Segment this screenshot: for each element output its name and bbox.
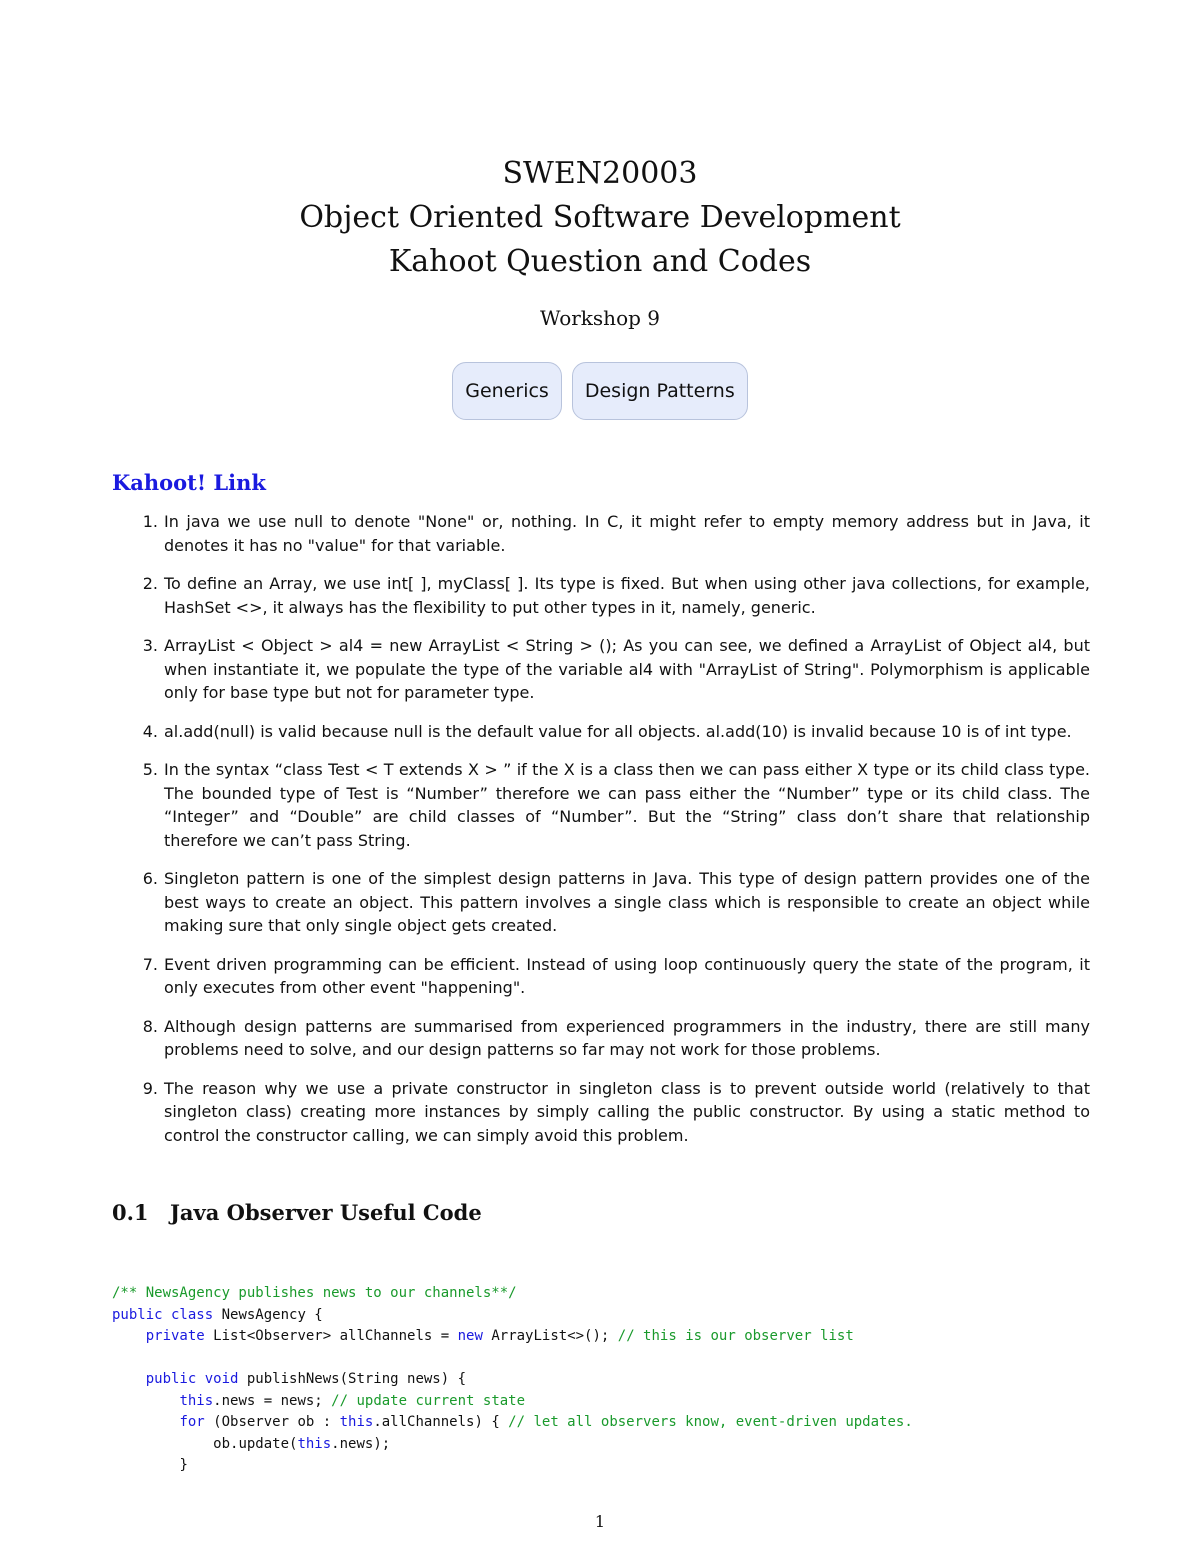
code-keyword: this [297,1435,332,1452]
code-keyword: public class [112,1306,214,1323]
item-text: The reason why we use a private constructor in singleton class is to prevent outside world (relatively to that singleton class) creating more instances by simply calling the public constructor. By using a static method to control the constructor calling, we can simply avoid this problem. [164,1078,1090,1145]
item-text: In java we use null to denote "None" or, nothing. In C, it might refer to empty memory address but in Java, it denotes it has no "value" for that variable. [164,512,1090,555]
item-number: 8. [142,1016,158,1036]
item-text: Although design patterns are summarised from experienced programmers in the industry, there are still many problems need to solve, and our design patterns so far may not work for those problems. [164,1016,1090,1059]
question-list [122,510,1090,1162]
code-text: } [179,1457,188,1473]
item-text: Singleton pattern is one of the simplest design patterns in Java. This type of design pattern provides one of the best ways to create an object. This pattern involves a single class which is responsible to create an object while making sure that only single object gets created. [164,869,1090,935]
code-block [112,1283,1112,1477]
code-keyword: public void [145,1371,239,1387]
code-keyword: for [179,1414,205,1430]
item-number: 3. [142,636,158,655]
item-number: 9. [142,1078,158,1098]
item-number: 6. [142,869,158,888]
list-item [122,720,1090,744]
list-item [122,867,1090,938]
code-keyword: this [179,1392,214,1409]
code-keyword: private [145,1328,205,1344]
workshop-label: Workshop 9 [540,306,660,330]
tag-design-patterns: Design Patterns [572,362,748,420]
item-text: al.add(null) is valid because null is the default value for all objects. al.add(10) is invalid because 10 is of int type. [164,721,1072,741]
code-text: (Observer ob : [204,1414,340,1430]
code-text: NewsAgency { [213,1306,323,1323]
section-number: 0.1 [112,1200,149,1225]
item-text: Event driven programming can be efficient. Instead of using loop continuously query the state of the program, it only executes from other event "happening". [164,954,1090,997]
code-text: publishNews(String news) { [238,1371,467,1387]
course-code: SWEN20003 [502,156,698,191]
code-text: .allChannels) { [373,1414,509,1430]
code-comment: // this is our observer list [617,1328,854,1344]
item-text: To define an Array, we use int[ ], myClass[ ]. Its type is fixed. But when using other java collections, for example, HashSet <>, it always has the flexibility to put other types in it, namely, generic. [164,574,1090,617]
list-item [122,572,1090,619]
list-item [122,634,1090,705]
section-heading [112,1200,482,1225]
item-number: 4. [142,721,158,741]
code-text: List<Observer> allChannels = [204,1328,458,1344]
title-block [0,152,1200,330]
code-text: ArrayList<>(); [482,1328,618,1344]
code-comment: /** NewsAgency publishes news to our channels**/ [112,1285,517,1301]
list-item [122,1077,1090,1148]
course-name: Object Oriented Software Development [299,200,901,235]
list-item [122,758,1090,852]
document-title: Kahoot Question and Codes [388,244,812,279]
code-comment: // update current state [331,1392,526,1409]
code-keyword: new [457,1328,483,1344]
page-number: 1 [594,1512,606,1531]
list-item [122,510,1090,557]
topic-tags [0,362,1200,420]
item-number: 7. [142,954,158,974]
item-number: 2. [142,574,158,593]
tag-generics: Generics [452,362,562,420]
kahoot-link[interactable]: Kahoot! Link [112,470,266,495]
code-text: ob.update( [213,1435,298,1452]
item-text: ArrayList < Object > al4 = new ArrayList < String > (); As you can see, we defined a ArrayList of Object al4, but when instantiate it, we populate the type of the variable al4 with "ArrayList of String". Polymorphism is applicable only for base type but not for parameter type. [164,636,1090,702]
item-number: 1. [142,512,158,531]
code-text: .news = news; [213,1392,332,1409]
list-item [122,1015,1090,1062]
list-item [122,953,1090,1000]
code-comment: // let all observers know, event-driven updates. [508,1414,913,1430]
code-keyword: this [339,1414,374,1430]
section-title: Java Observer Useful Code [170,1200,482,1225]
item-text: In the syntax “class Test < T extends X > ” if the X is a class then we can pass either X type or its child class type. The bounded type of Test is “Number” therefore we can pass either the “Number” type or its child class. The “Integer” and “Double” are child classes of “Number”. But the “String” class don’t share that relationship therefore we can’t pass String. [164,760,1090,850]
code-text: .news); [331,1435,391,1452]
item-number: 5. [142,760,158,779]
